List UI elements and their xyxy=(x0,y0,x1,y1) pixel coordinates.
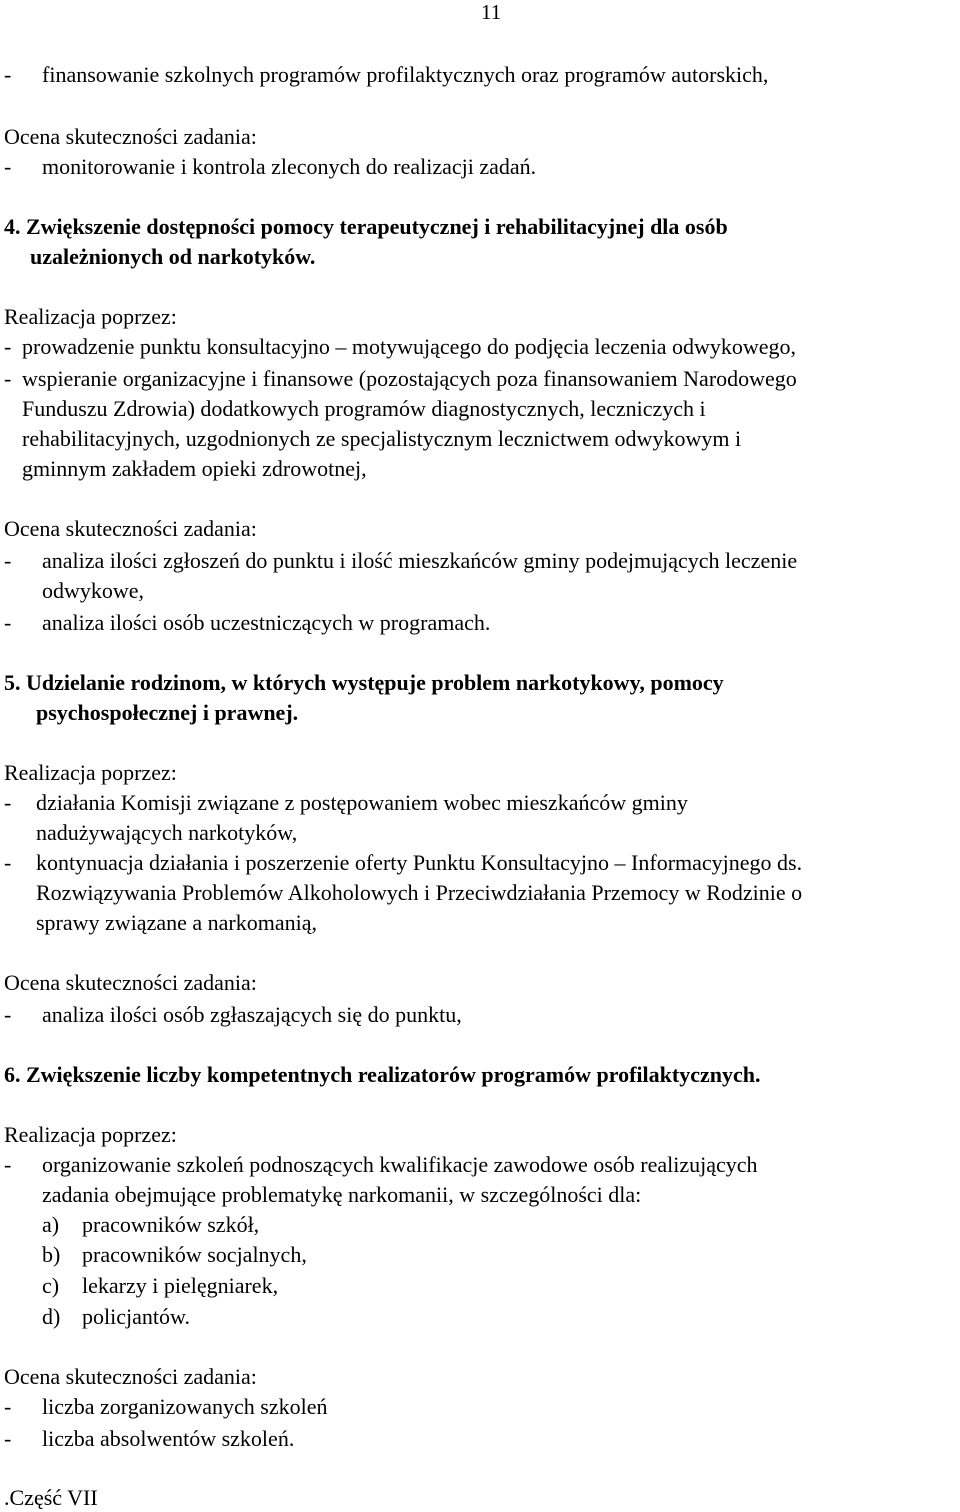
list-item-cont: zadania obejmujące problematykę narkomanii, w szczególności dla: xyxy=(42,1182,642,1207)
implementation-label: Realizacja poprzez: xyxy=(4,760,177,785)
part-heading: .Część VII xyxy=(4,1485,98,1510)
section-heading: 5. Udzielanie rodzinom, w których występuje problem narkotykowy, pomocy xyxy=(4,670,724,695)
list-item-cont: nadużywających narkotyków, xyxy=(36,820,298,845)
list-item-cont: rehabilitacyjnych, uzgodnionych ze specjalistycznym lecznictwem odwykowym i xyxy=(22,426,742,451)
assessment-label: Ocena skuteczności zadania: xyxy=(4,516,257,541)
assessment-label: Ocena skuteczności zadania: xyxy=(4,124,257,149)
list-item-cont: Funduszu Zdrowia) dodatkowych programów diagnostycznych, leczniczych i xyxy=(22,396,706,421)
section-heading: 4. Zwiększenie dostępności pomocy terapeutycznej i rehabilitacyjnej dla osób xyxy=(4,214,728,239)
implementation-label: Realizacja poprzez: xyxy=(4,1122,177,1147)
assessment-label: Ocena skuteczności zadania: xyxy=(4,1364,257,1389)
list-item-cont: Rozwiązywania Problemów Alkoholowych i Przeciwdziałania Przemocy w Rodzinie o xyxy=(36,880,803,905)
list-item-cont: sprawy związane a narkomanią, xyxy=(36,910,317,935)
section-heading-cont: uzależnionych od narkotyków. xyxy=(30,244,316,269)
list-item-cont: gminnym zakładem opieki zdrowotnej, xyxy=(22,456,367,481)
page-number: 11 xyxy=(481,0,502,24)
implementation-label: Realizacja poprzez: xyxy=(4,304,177,329)
assessment-label: Ocena skuteczności zadania: xyxy=(4,970,257,995)
section-heading-cont: psychospołecznej i prawnej. xyxy=(36,700,299,725)
section-heading: 6. Zwiększenie liczby kompetentnych realizatorów programów profilaktycznych. xyxy=(4,1062,761,1087)
list-item-cont: odwykowe, xyxy=(42,578,145,603)
